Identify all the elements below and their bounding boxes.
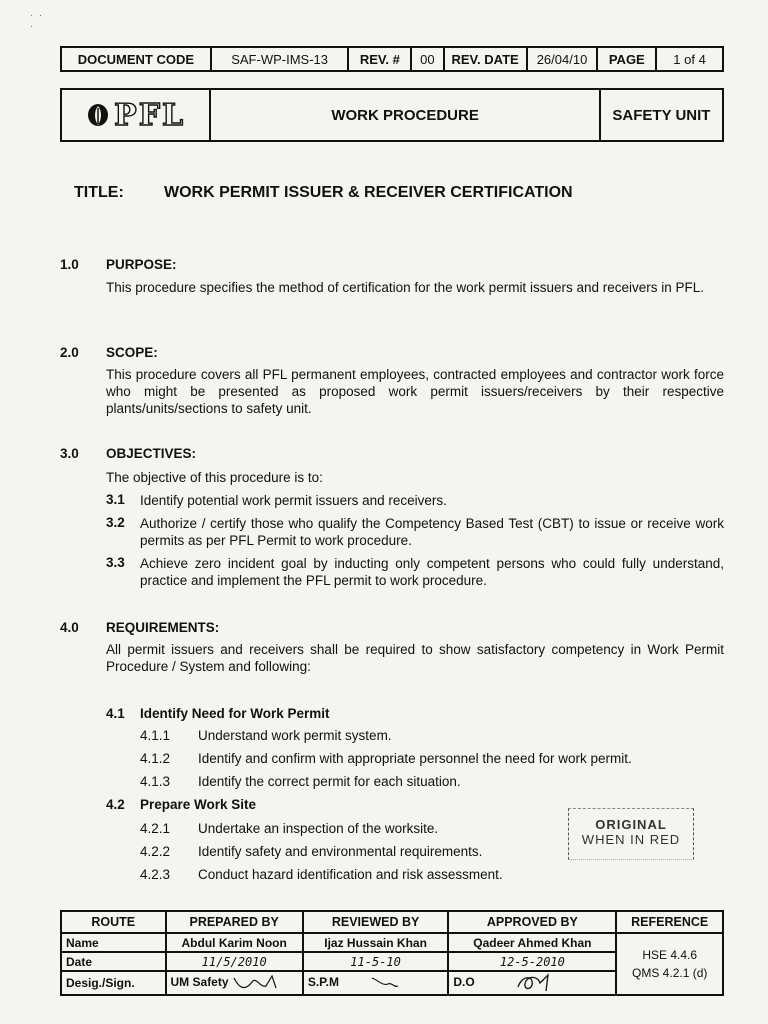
row-label-desig: Desig./Sign.: [61, 971, 166, 995]
pfl-logo: [63, 98, 208, 133]
subsection-heading: Prepare Work Site: [140, 797, 257, 812]
col-prepared: PREPARED BY: [166, 911, 303, 933]
page-value: 1 of 4: [656, 47, 723, 71]
approved-desig: [448, 971, 616, 995]
title-label: TITLE:: [74, 184, 124, 201]
section-number: 4.0: [60, 620, 79, 635]
section-number: 2.0: [60, 345, 79, 360]
objective-number: 3.1: [106, 492, 125, 507]
approved-desig-text: D.O: [453, 975, 475, 990]
reference-cell: [616, 933, 723, 995]
section-number: 1.0: [60, 257, 79, 272]
item-number: 4.2.1: [140, 821, 171, 836]
reviewed-name: Ijaz Hussain Khan: [303, 933, 449, 952]
section-heading-objectives: OBJECTIVES:: [106, 446, 197, 461]
approved-name: Qadeer Ahmed Khan: [448, 933, 616, 952]
col-route: ROUTE: [61, 911, 166, 933]
subsection-number: 4.2: [106, 797, 125, 812]
stamp-line-1: ORIGINAL: [595, 817, 667, 832]
doc-code-label: DOCUMENT CODE: [61, 47, 211, 71]
item-text: Understand work permit system.: [198, 728, 392, 743]
reviewed-desig-text: S.P.M: [307, 975, 339, 990]
subsection-heading: Identify Need for Work Permit: [140, 706, 330, 721]
prepared-desig: [166, 971, 303, 995]
item-text: Identify the correct permit for each situation.: [198, 774, 461, 789]
signature-icon: [478, 973, 568, 993]
unit-name: SAFETY UNIT: [600, 89, 723, 141]
page-label: PAGE: [597, 47, 656, 71]
objective-text: Achieve zero incident goal by inducting only competent persons who could fully understand, practice and implement the PFL permit to work procedure.: [140, 556, 724, 588]
section-number: 3.0: [60, 446, 79, 461]
document-header-table: [60, 46, 724, 72]
objectives-intro: The objective of this procedure is to:: [106, 470, 323, 485]
section-heading-scope: SCOPE:: [106, 345, 158, 360]
scan-specks: · · ·: [30, 10, 43, 32]
signature-icon: [342, 974, 402, 992]
rev-label: REV. #: [348, 47, 411, 71]
requirements-intro: All permit issuers and receivers shall be required to show satisfactory competency in Work Permit Procedure / System and following:: [106, 642, 724, 674]
section-heading-requirements: REQUIREMENTS:: [106, 620, 220, 635]
col-reference: REFERENCE: [616, 911, 723, 933]
rev-date-value: 26/04/10: [527, 47, 598, 71]
item-text: Identify safety and environmental requirements.: [198, 844, 483, 859]
objective-text: Authorize / certify those who qualify the Competency Based Test (CBT) to issue or receive work permits as per PFL Permit to work procedure.: [140, 516, 724, 548]
item-text: Identify and confirm with appropriate personnel the need for work permit.: [198, 751, 632, 766]
document-title: [74, 184, 573, 202]
row-label-name: Name: [61, 933, 166, 952]
document-title-table: [60, 88, 724, 142]
original-stamp: [568, 808, 694, 860]
section-heading-purpose: PURPOSE:: [106, 257, 177, 272]
item-number: 4.1.1: [140, 728, 171, 743]
objective-number: 3.2: [106, 515, 125, 530]
doc-type: WORK PROCEDURE: [210, 89, 600, 141]
rev-date-label: REV. DATE: [444, 47, 527, 71]
title-text: WORK PERMIT ISSUER & RECEIVER CERTIFICATION: [164, 184, 573, 201]
objective-text: Identify potential work permit issuers and receivers.: [140, 493, 447, 508]
leaf-emblem-icon: [86, 102, 110, 128]
approved-date: 12-5-2010: [448, 952, 616, 971]
prepared-desig-text: UM Safety: [170, 975, 229, 990]
item-number: 4.1.2: [140, 751, 171, 766]
purpose-text: This procedure specifies the method of certification for the work permit issuers and receivers in PFL.: [106, 280, 705, 295]
item-number: 4.2.2: [140, 844, 171, 859]
stamp-line-2: WHEN IN RED: [581, 832, 681, 847]
logo-cell: [61, 89, 210, 141]
logo-wordmark: PFL: [114, 97, 186, 133]
reviewed-desig: [303, 971, 449, 995]
objective-number: 3.3: [106, 555, 125, 570]
item-text: Undertake an inspection of the worksite.: [198, 821, 439, 836]
reference-line-1: HSE 4.4.6: [642, 948, 698, 962]
row-label-date: Date: [61, 952, 166, 971]
col-reviewed: REVIEWED BY: [303, 911, 449, 933]
prepared-name: Abdul Karim Noon: [166, 933, 303, 952]
signature-icon: [232, 974, 292, 992]
prepared-date: 11/5/2010: [166, 952, 303, 971]
item-text: Conduct hazard identification and risk assessment.: [198, 867, 503, 882]
approval-table: [60, 910, 724, 996]
scope-text: This procedure covers all PFL permanent employees, contracted employees and contractor work force who might be presented as proposed work permit issuers/receivers by their respective plants/units/sections to safety unit.: [106, 367, 724, 416]
doc-code-value: SAF-WP-IMS-13: [211, 47, 349, 71]
item-number: 4.1.3: [140, 774, 171, 789]
col-approved: APPROVED BY: [448, 911, 616, 933]
rev-value: 00: [411, 47, 443, 71]
item-number: 4.2.3: [140, 867, 171, 882]
reference-line-2: QMS 4.2.1 (d): [632, 966, 708, 980]
subsection-number: 4.1: [106, 706, 125, 721]
reviewed-date: 11-5-10: [303, 952, 449, 971]
